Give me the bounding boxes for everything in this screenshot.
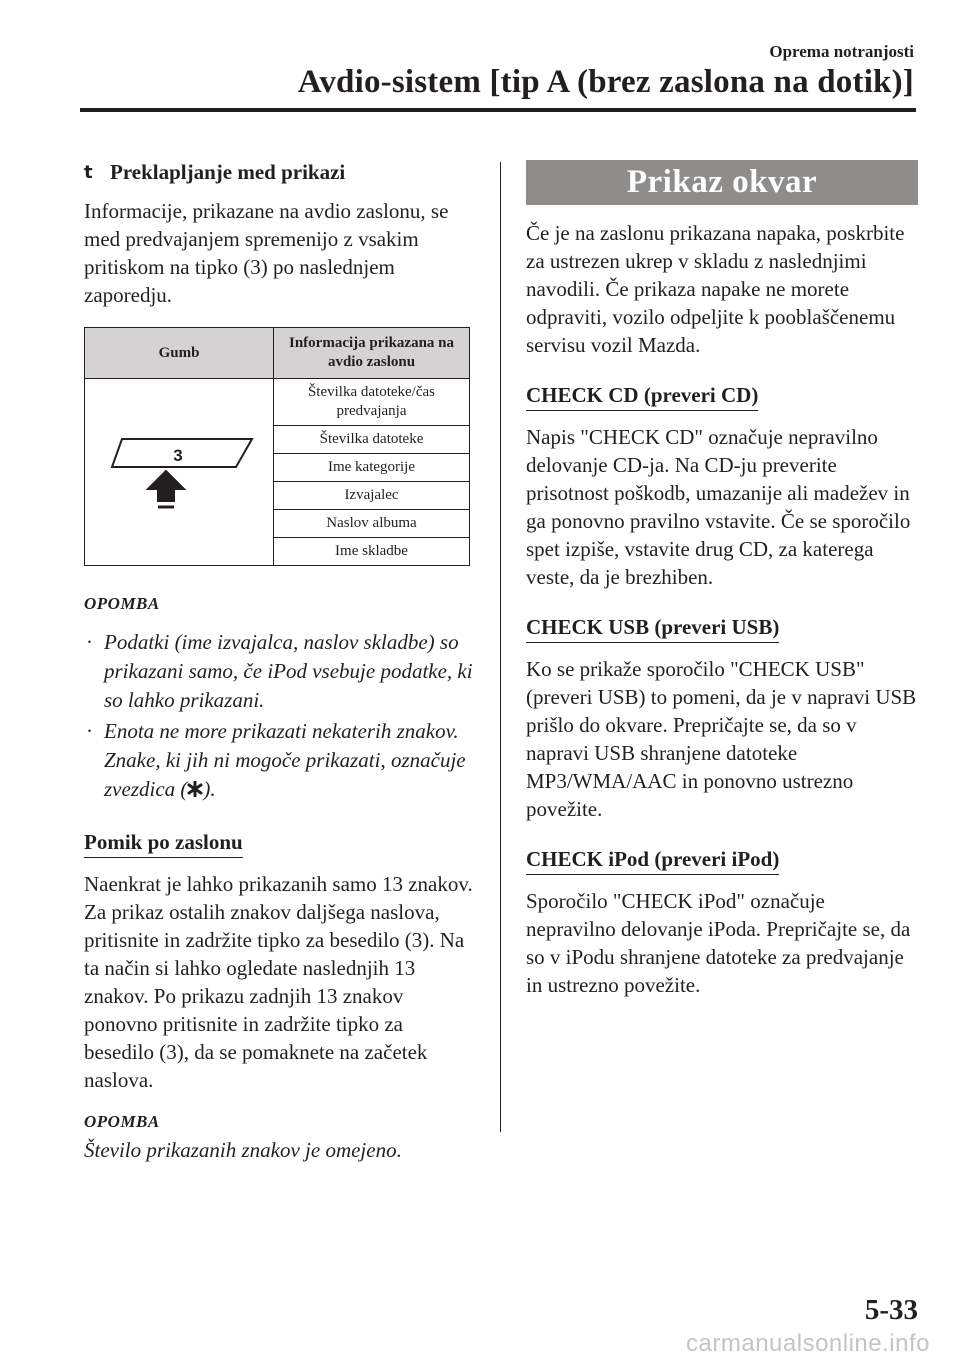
table-row: Ime skladbe [274,538,470,566]
button-illustration-cell [85,379,274,566]
section-marker-icon: t [84,162,93,183]
header-section-label: Oprema notranjosti [769,42,914,61]
note-item: · Enota ne more prikazati nekaterih znakov. Znake, ki jih ni mogoče prikazati, označuje zvezdica ( ). [86,719,466,801]
bullet-icon: · [86,630,93,654]
note-title: OPOMBA [84,1112,160,1131]
section-heading [84,160,474,185]
note-item: · Podatki (ime izvajalca, naslov skladbe) so prikazani samo, če iPod vsebuje podatke, ki so lahko prikazani. [86,630,473,712]
table-row: Ime kategorije [274,454,470,482]
note-text: Število prikazanih znakov je omejeno. [84,1138,402,1162]
check-ipod-heading: CHECK iPod (preveri iPod) [526,847,779,875]
error-display-banner: Prikaz okvar [526,160,918,205]
check-cd-text: Napis "CHECK CD" označuje nepravilno delovanje CD-ja. Na CD-ju preverite prisotnost poškodb, umazanije ali madežev in ga ponovno pravilno vstavite. Če se sporočilo spet izpiše, vstavite drug CD, za katerega veste, da je brezhiben. [526,425,911,589]
error-intro: Če je na zaslonu prikazana napaka, poskrbite za ustrezen ukrep v skladu z naslednjimi navodili. Če prikaza napake ne morete odpraviti, vozilo odpeljite k pooblaščenemu servisu vozil Mazda. [526,221,905,357]
note-title: OPOMBA [84,594,160,613]
scroll-heading: Pomik po zaslonu [84,830,243,858]
push-arrow-icon [148,471,184,507]
check-usb-text: Ko se prikaže sporočilo "CHECK USB" (preveri USB) to pomeni, da je v napravi USB prišlo do okvare. Prepričajte se, da so v napravi USB shranjene datoteke MP3/WMA/AAC in ponovno ustrezno povežite. [526,657,917,821]
right-column [526,160,918,1017]
header-rule [80,108,916,112]
check-ipod-text: Sporočilo "CHECK iPod" označuje nepravilno delovanje iPoda. Prepričajte se, da so v iPodu shranjene datoteke za predvajanje in ustrezno povežite. [526,889,911,997]
bullet-icon: · [86,719,93,743]
table-row: Številka datoteke/čas predvajanja [274,379,470,426]
table-header-info: Informacija prikazana na avdio zaslonu [274,328,470,379]
button-3-illustration [104,427,254,511]
page-title: Avdio-sistem [tip A (brez zaslona na dotik)] [297,64,914,100]
column-divider [500,162,501,1132]
display-switch-intro: Informacije, prikazane na avdio zaslonu, se med predvajanjem spremenijo z vsakim pritiskom na tipko (3) po naslednjem zaporedju. [84,199,449,307]
display-info-table [84,327,470,566]
asterisk-icon [187,781,203,797]
table-header-button: Gumb [85,328,274,379]
check-cd-heading: CHECK CD (preveri CD) [526,383,758,411]
note-list [84,628,474,804]
watermark: carmanualsonline.info [686,1330,930,1357]
table-row: Izvajalec [274,482,470,510]
scroll-text: Naenkrat je lahko prikazanih samo 13 znakov. Za prikaz ostalih znakov daljšega naslova, pritisnite in zadržite tipko za besedilo (3). Na ta način si lahko ogledate naslednjih 13 znakov. Po prikazu zadnjih 13 znakov ponovno pritisnite in zadržite tipko za besedilo (3), da se pomaknete na začetek naslova. [84,872,473,1092]
button-label: 3 [173,446,183,465]
table-row: Številka datoteke [274,426,470,454]
table-row: Naslov albuma [274,510,470,538]
page-number: 5-33 [864,1294,918,1326]
check-usb-heading: CHECK USB (preveri USB) [526,615,779,643]
section-title: Preklapljanje med prikazi [110,160,346,184]
left-column [84,160,474,1182]
